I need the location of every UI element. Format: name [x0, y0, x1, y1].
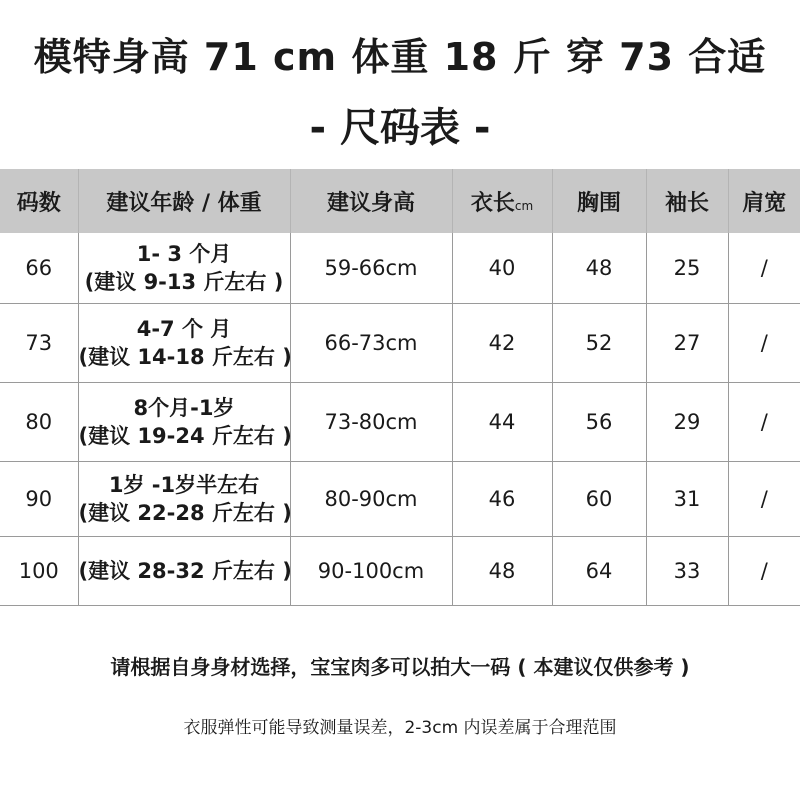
cell-age: 1岁 -1岁半左右	[108, 473, 260, 497]
cell-height: 66-73cm	[290, 304, 452, 383]
cell-age: 1- 3 个月	[136, 242, 232, 266]
cell-age: 4-7 个 月	[136, 317, 232, 341]
table-row	[0, 233, 800, 304]
header-length-label: 衣长	[470, 190, 515, 216]
size-chart-heading: - 尺码表 -	[309, 105, 491, 151]
cell-sleeve: 29	[646, 383, 728, 462]
cell-weight: (建议 22-28 斤左右 )	[78, 501, 292, 525]
cell-age-weight	[78, 383, 290, 462]
measurement-tolerance-note: 衣服弹性可能导致测量误差，2-3cm 内误差属于合理范围	[183, 718, 617, 738]
cell-length: 40	[452, 233, 552, 304]
cell-length: 44	[452, 383, 552, 462]
cell-size: 90	[0, 462, 78, 537]
cell-height: 80-90cm	[290, 462, 452, 537]
header-shoulder: 肩宽	[728, 169, 800, 233]
sizing-advice-note: 请根据自身身材选择，宝宝肉多可以拍大一码 ( 本建议仅供参考 )	[110, 655, 690, 679]
cell-height: 90-100cm	[290, 537, 452, 606]
cell-height: 59-66cm	[290, 233, 452, 304]
cell-length: 48	[452, 537, 552, 606]
cell-chest: 64	[552, 537, 646, 606]
cell-size: 66	[0, 233, 78, 304]
cell-chest: 60	[552, 462, 646, 537]
cell-weight: (建议 19-24 斤左右 )	[78, 424, 292, 448]
cell-shoulder: /	[728, 537, 800, 606]
cell-age-weight	[78, 233, 290, 304]
header-sleeve: 袖长	[646, 169, 728, 233]
table-row	[0, 537, 800, 606]
table-row	[0, 462, 800, 537]
table-row	[0, 304, 800, 383]
header-chest: 胸围	[552, 169, 646, 233]
cell-age-weight	[78, 462, 290, 537]
header-length	[452, 169, 552, 233]
table-header-row	[0, 169, 800, 233]
cell-weight: (建议 14-18 斤左右 )	[78, 345, 292, 369]
table-row	[0, 383, 800, 462]
cell-chest: 52	[552, 304, 646, 383]
cell-size: 73	[0, 304, 78, 383]
cell-length: 46	[452, 462, 552, 537]
header-length-unit: cm	[514, 198, 534, 213]
cell-age: 8个月-1岁	[133, 396, 235, 420]
cell-chest: 48	[552, 233, 646, 304]
cell-sleeve: 33	[646, 537, 728, 606]
page-title: 模特身高 71 cm 体重 18 斤 穿 73 合适	[33, 35, 767, 79]
cell-weight: (建议 9-13 斤左右 )	[84, 270, 284, 294]
cell-chest: 56	[552, 383, 646, 462]
cell-shoulder: /	[728, 383, 800, 462]
header-age-weight: 建议年龄 / 体重	[78, 169, 290, 233]
header-size: 码数	[0, 169, 78, 233]
cell-length: 42	[452, 304, 552, 383]
cell-size: 80	[0, 383, 78, 462]
cell-shoulder: /	[728, 304, 800, 383]
cell-sleeve: 25	[646, 233, 728, 304]
header-height: 建议身高	[290, 169, 452, 233]
cell-age-weight	[78, 537, 290, 606]
cell-weight: (建议 28-32 斤左右 )	[78, 559, 292, 583]
cell-age-weight	[78, 304, 290, 383]
cell-sleeve: 27	[646, 304, 728, 383]
cell-shoulder: /	[728, 462, 800, 537]
cell-sleeve: 31	[646, 462, 728, 537]
cell-size: 100	[0, 537, 78, 606]
size-table	[0, 169, 800, 606]
cell-height: 73-80cm	[290, 383, 452, 462]
cell-shoulder: /	[728, 233, 800, 304]
